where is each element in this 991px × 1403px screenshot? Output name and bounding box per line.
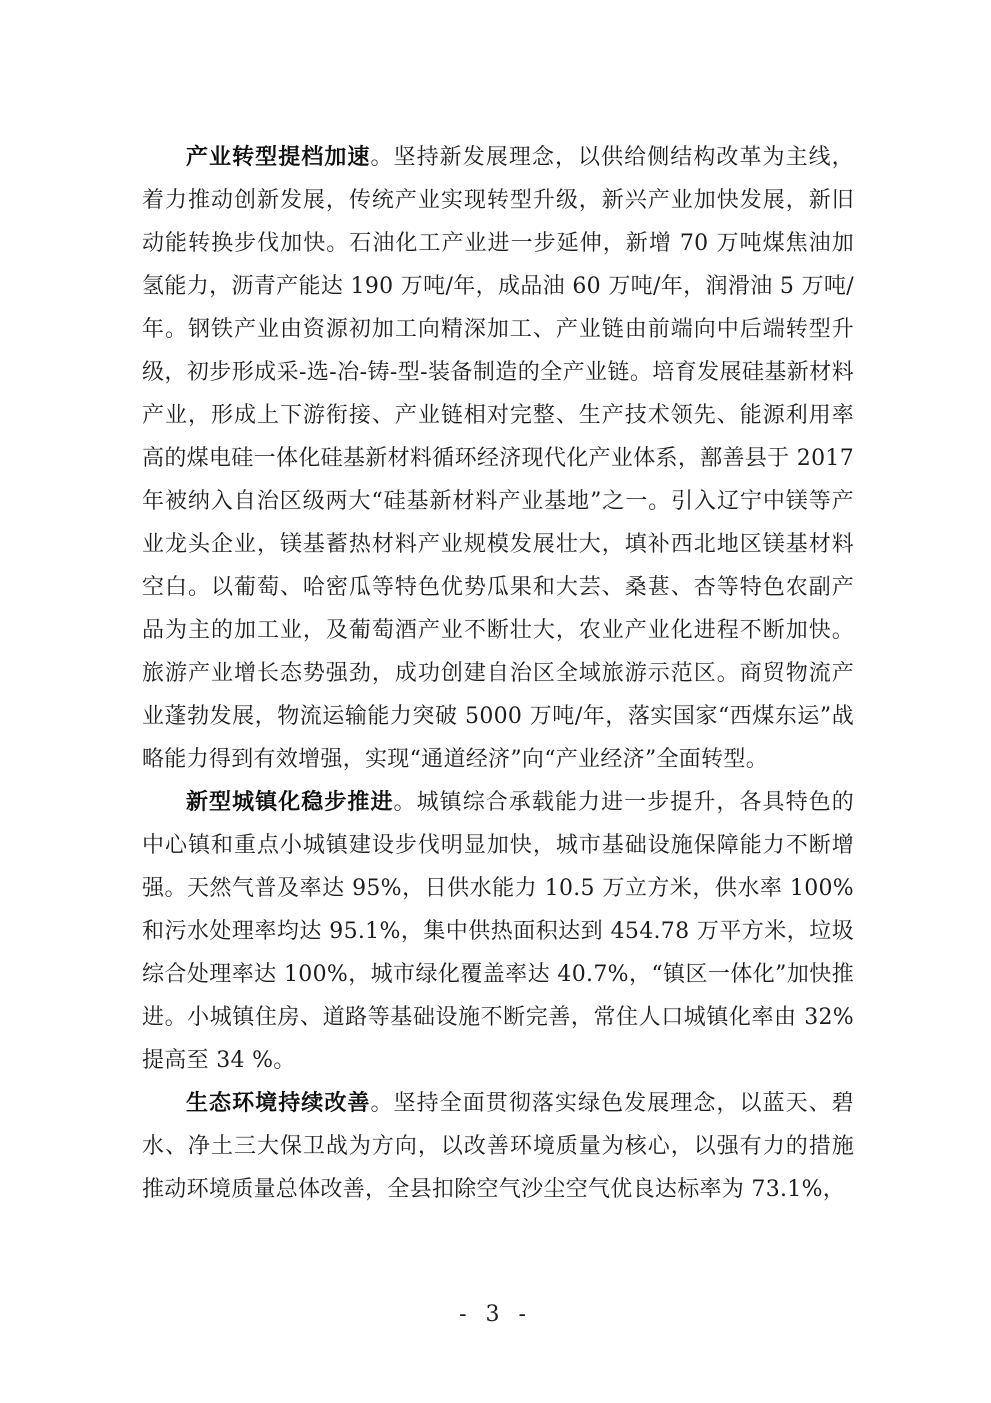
paragraph-heading: 新型城镇化稳步推进 <box>186 790 394 815</box>
paragraph-urbanization <box>142 781 854 1082</box>
paragraph-industry-transformation <box>142 136 854 781</box>
paragraph-heading: 生态环境持续改善 <box>186 1091 371 1116</box>
paragraph-ecology <box>142 1082 854 1211</box>
paragraph-text: 。城镇综合承载能力进一步提升，各具特色的中心镇和重点小城镇建设步伐明显加快，城市基础设施保障能力不断增强。天然气普及率达 95%，日供水能力 10.5 万立方米，供水率 100%和污水处理率均达 95.1%，集中供热面积达到 454.78 万平方米，垃圾综合处理率达 100%，城市绿化覆盖率达 40.7%，“镇区一体化”加快推进。小城镇住房、道路等基础设施不断完善，常住人口城镇化率由 32%提高至 34 %。 <box>142 790 854 1073</box>
document-body <box>142 136 854 1211</box>
paragraph-text: 。坚持全面贯彻落实绿色发展理念，以蓝天、碧水、净土三大保卫战为方向，以改善环境质量为核心，以强有力的措施推动环境质量总体改善，全县扣除空气沙尘空气优良达标率为 73.1%， <box>142 1091 854 1202</box>
paragraph-text: 。坚持新发展理念，以供给侧结构改革为主线，着力推动创新发展，传统产业实现转型升级，新兴产业加快发展，新旧动能转换步伐加快。石油化工产业进一步延伸，新增 70 万吨煤焦油加氢能力，沥青产能达 190 万吨/年，成品油 60 万吨/年，润滑油 5 万吨/年。钢铁产业由资源初加工向精深加工、产业链由前端向中后端转型升级，初步形成采-选-冶-铸-型-装备制造的全产业链。培育发展硅基新材料产业，形成上下游衔接、产业链相对完整、生产技术领先、能源利用率高的煤电硅一体化硅基新材料循环经济现代化产业体系，鄯善县于 2017 年被纳入自治区级两大“硅基新材料产业基地”之一。引入辽宁中镁等产业龙头企业，镁基蓄热材料产业规模发展壮大，填补西北地区镁基材料空白。以葡萄、哈密瓜等特色优势瓜果和大芸、桑葚、杏等特色农副产品为主的加工业，及葡萄酒产业不断壮大，农业产业化进程不断加快。旅游产业增长态势强劲，成功创建自治区全域旅游示范区。商贸物流产业蓬勃发展，物流运输能力突破 5000 万吨/年，落实国家“西煤东运”战略能力得到有效增强，实现“通道经济”向“产业经济”全面转型。 <box>142 145 854 772</box>
page-number: - 3 - <box>459 1302 532 1327</box>
paragraph-heading: 产业转型提档加速 <box>186 145 371 170</box>
